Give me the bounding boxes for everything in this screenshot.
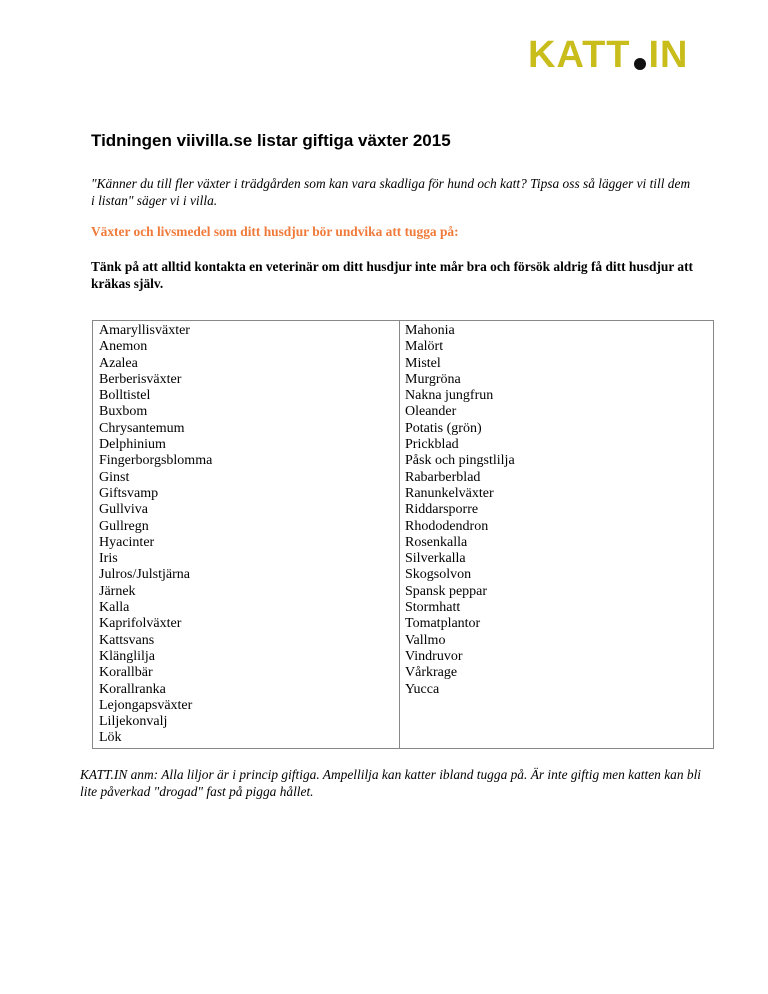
plant-item: Fingerborgsblomma xyxy=(99,453,213,469)
plant-item: Vårkrage xyxy=(405,665,458,681)
plant-item: Giftsvamp xyxy=(99,485,159,501)
plant-item: Rabarberblad xyxy=(405,469,481,485)
plant-column-right xyxy=(400,321,713,748)
plant-item: Murgröna xyxy=(405,371,461,387)
katt-in-logo xyxy=(528,34,689,76)
plant-item: Vindruvor xyxy=(405,648,463,664)
plant-item: Delphinium xyxy=(99,437,166,453)
plant-item: Kalla xyxy=(99,600,130,616)
plant-item: Prickblad xyxy=(405,437,459,453)
plant-item: Klänglilja xyxy=(99,648,155,664)
plant-item: Chrysantemum xyxy=(99,420,185,436)
plant-item: Mistel xyxy=(405,355,441,371)
plant-item: Bolltistel xyxy=(99,388,151,404)
plant-item: Ranunkelväxter xyxy=(405,485,494,501)
plant-table xyxy=(92,320,714,749)
plant-item: Oleander xyxy=(405,404,457,420)
plant-item: Riddarsporre xyxy=(405,502,479,518)
plant-item: Iris xyxy=(99,551,118,567)
plant-item: Påsk och pingstlilja xyxy=(405,453,515,469)
plant-item: Yucca xyxy=(405,681,440,697)
plant-item: Spansk peppar xyxy=(405,583,488,599)
plant-item: Potatis (grön) xyxy=(405,420,482,436)
plant-item: Vallmo xyxy=(405,632,446,648)
plant-item: Anemon xyxy=(99,339,148,355)
plant-item: Julros/Julstjärna xyxy=(99,567,190,583)
page-title: Tidningen viivilla.se listar giftiga växter 2015 xyxy=(91,131,451,150)
plant-item: Lök xyxy=(99,730,122,746)
plant-item: Korallbär xyxy=(99,665,153,681)
plant-item: Gullviva xyxy=(99,502,148,518)
plant-item: Hyacinter xyxy=(99,534,155,550)
logo-text-in: IN xyxy=(648,34,689,76)
plant-item: Järnek xyxy=(99,583,136,599)
plant-item: Lejongapsväxter xyxy=(99,697,193,713)
plant-item: Gullregn xyxy=(99,518,149,534)
plant-item: Berberisväxter xyxy=(99,371,182,387)
plant-item: Amaryllisväxter xyxy=(99,323,190,338)
plant-item: Rhododendron xyxy=(405,518,489,534)
plant-column-left xyxy=(93,321,400,748)
plant-item: Stormhatt xyxy=(405,600,461,616)
plant-item: Kattsvans xyxy=(99,632,155,648)
section-subheading: Växter och livsmedel som ditt husdjur bör undvika att tugga på: xyxy=(91,224,459,239)
footnote: KATT.IN anm: Alla liljor är i princip giftiga. Ampellilja kan katter ibland tugga på. Är inte giftig men katten kan bli lite påverkad "drogad" fast på pigga hållet. xyxy=(80,767,702,799)
plant-item: Mahonia xyxy=(405,323,455,338)
plant-item: Malört xyxy=(405,339,444,355)
plant-item: Nakna jungfrun xyxy=(405,388,494,404)
plant-item: Ginst xyxy=(99,469,130,485)
plant-item: Azalea xyxy=(99,355,138,371)
logo-dot-icon xyxy=(634,58,646,70)
logo-text-katt: KATT xyxy=(528,34,631,76)
plant-item: Silverkalla xyxy=(405,551,466,567)
plant-item: Korallranka xyxy=(99,681,166,697)
plant-item: Kaprifolväxter xyxy=(99,616,182,632)
plant-item: Tomatplantor xyxy=(405,616,481,632)
vet-advice: Tänk på att alltid kontakta en veterinär om ditt husdjur inte mår bra och försök aldrig få ditt husdjur att kräkas själv. xyxy=(91,259,694,291)
plant-item: Liljekonvalj xyxy=(99,714,168,730)
intro-quote: "Känner du till fler växter i trädgården som kan vara skadliga för hund och katt? Tipsa oss så lägger vi till dem i listan" säger vi i villa. xyxy=(91,176,691,208)
plant-item: Rosenkalla xyxy=(405,534,468,550)
plant-item: Buxbom xyxy=(99,404,148,420)
plant-item: Skogsolvon xyxy=(405,567,472,583)
